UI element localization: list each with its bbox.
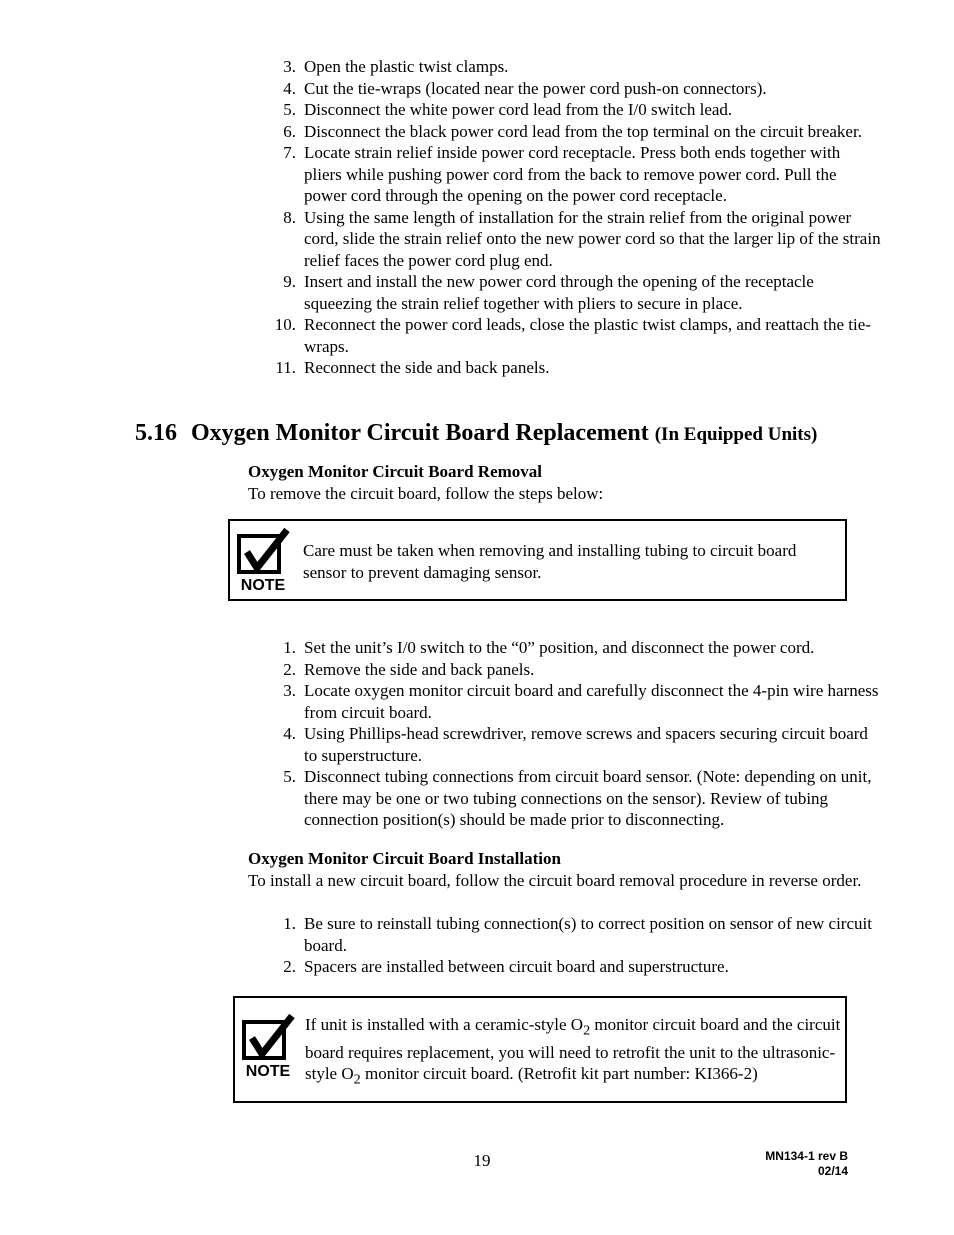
removal-intro: To remove the circuit board, follow the steps below: (248, 484, 604, 503)
list-item (270, 659, 882, 681)
step-text: Be sure to reinstall tubing connection(s) to correct position on sensor of new circuit board. (304, 914, 872, 955)
step-text: Using the same length of installation for the strain relief from the original power cord, slide the strain relief onto the new power cord so that the larger lip of the strain relief faces the power cord plug end. (304, 207, 881, 270)
step-text: Remove the side and back panels. (304, 659, 535, 679)
step-text: Set the unit’s I/0 switch to the “0” position, and disconnect the power cord. (304, 638, 815, 657)
steps-list-removal (270, 637, 882, 831)
list-item (270, 99, 882, 121)
list-item (270, 142, 882, 207)
section-heading (135, 418, 817, 450)
list-item (270, 956, 882, 978)
step-number: 6. (283, 121, 296, 141)
step-text: Locate strain relief inside power cord receptacle. Press both ends together with pliers while pushing power cord from the back to remove power cord. Pull the power cord through the opening on the power cord receptacle. (304, 143, 841, 205)
installation-heading: Oxygen Monitor Circuit Board Installation (248, 849, 561, 868)
step-number: 2. (283, 659, 296, 679)
step-text: Cut the tie-wraps (located near the power cord push-on connectors). (304, 78, 767, 98)
step-number: 8. (283, 207, 296, 227)
step-number: 1. (283, 638, 296, 657)
step-number: 3. (283, 681, 296, 700)
section-number: 5.16 (135, 420, 177, 446)
step-number: 10. (274, 315, 296, 334)
list-item (270, 723, 882, 766)
checkbox-check-icon (235, 528, 291, 578)
step-text: Spacers are installed between circuit board and superstructure. (304, 957, 729, 976)
list-item (270, 56, 882, 78)
list-item (270, 121, 882, 143)
step-number: 4. (283, 724, 296, 743)
step-number: 3. (283, 57, 296, 76)
step-text: Using Phillips-head screwdriver, remove screws and spacers securing circuit board to superstructure. (304, 724, 868, 765)
step-text: Disconnect tubing connections from circuit board sensor. (Note: depending on unit, there may be one or two tubing connections on the sensor). Review of tubing connection position(s) should be made prior to disconnecting. (304, 767, 872, 829)
step-number: 5. (283, 767, 296, 786)
list-item (270, 913, 882, 956)
removal-heading: Oxygen Monitor Circuit Board Removal (248, 462, 543, 481)
document-revision: MN134-1 rev B (765, 1149, 848, 1163)
steps-list-power-cord (270, 56, 882, 379)
step-number: 9. (283, 272, 296, 291)
list-item (270, 314, 882, 357)
note-text: If unit is installed with a ceramic-style $O_2$ monitor circuit board and the circuit board requires replacement, you will need to retrofit the unit to the ultrasonic-style $O_2$ monitor circuit board. (Retrofit kit part number: KI366-2) (305, 1015, 841, 1088)
note-icon (240, 1014, 296, 1082)
step-text: Insert and install the new power cord through the opening of the receptacle squeezing the strain relief together with pliers to secure in place. (304, 272, 814, 313)
step-text: Open the plastic twist clamps. (304, 57, 509, 76)
checkbox-check-icon (240, 1014, 296, 1064)
note-label: NOTE (245, 1063, 291, 1080)
section-title: Oxygen Monitor Circuit Board Replacement (191, 420, 649, 446)
step-text: Disconnect the white power cord lead from the I/0 switch lead. (304, 100, 733, 119)
list-item (270, 357, 882, 379)
list-item (270, 271, 882, 314)
note-icon (235, 528, 291, 596)
list-item (270, 680, 882, 723)
note-label: NOTE (240, 577, 286, 594)
installation-intro: To install a new circuit board, follow the circuit board removal procedure in reverse order. (248, 871, 862, 890)
step-text: Reconnect the power cord leads, close the plastic twist clamps, and reattach the tie-wraps. (304, 315, 871, 356)
step-number: 1. (283, 914, 296, 933)
note-text: Care must be taken when removing and installing tubing to circuit board sensor to prevent damaging sensor. (303, 541, 797, 582)
step-number: 2. (283, 957, 296, 976)
list-item (270, 637, 882, 659)
step-number: 11. (275, 358, 296, 377)
note-box-removal (228, 519, 847, 601)
step-text: Reconnect the side and back panels. (304, 358, 550, 377)
list-item (270, 766, 882, 831)
step-number: 4. (283, 78, 296, 98)
list-item (270, 78, 882, 100)
step-text: Disconnect the black power cord lead from the top terminal on the circuit breaker. (304, 121, 862, 141)
document-date: 02/14 (817, 1164, 848, 1178)
step-number: 5. (283, 100, 296, 119)
section-qualifier: (In Equipped Units) (654, 424, 818, 445)
steps-list-installation (270, 913, 882, 978)
page-number: 19 (473, 1151, 491, 1170)
note-box-installation (233, 996, 847, 1103)
step-text: Locate oxygen monitor circuit board and carefully disconnect the 4-pin wire harness from circuit board. (304, 681, 879, 722)
step-number: 7. (283, 143, 296, 162)
list-item (270, 207, 882, 272)
document-id (765, 1149, 848, 1179)
